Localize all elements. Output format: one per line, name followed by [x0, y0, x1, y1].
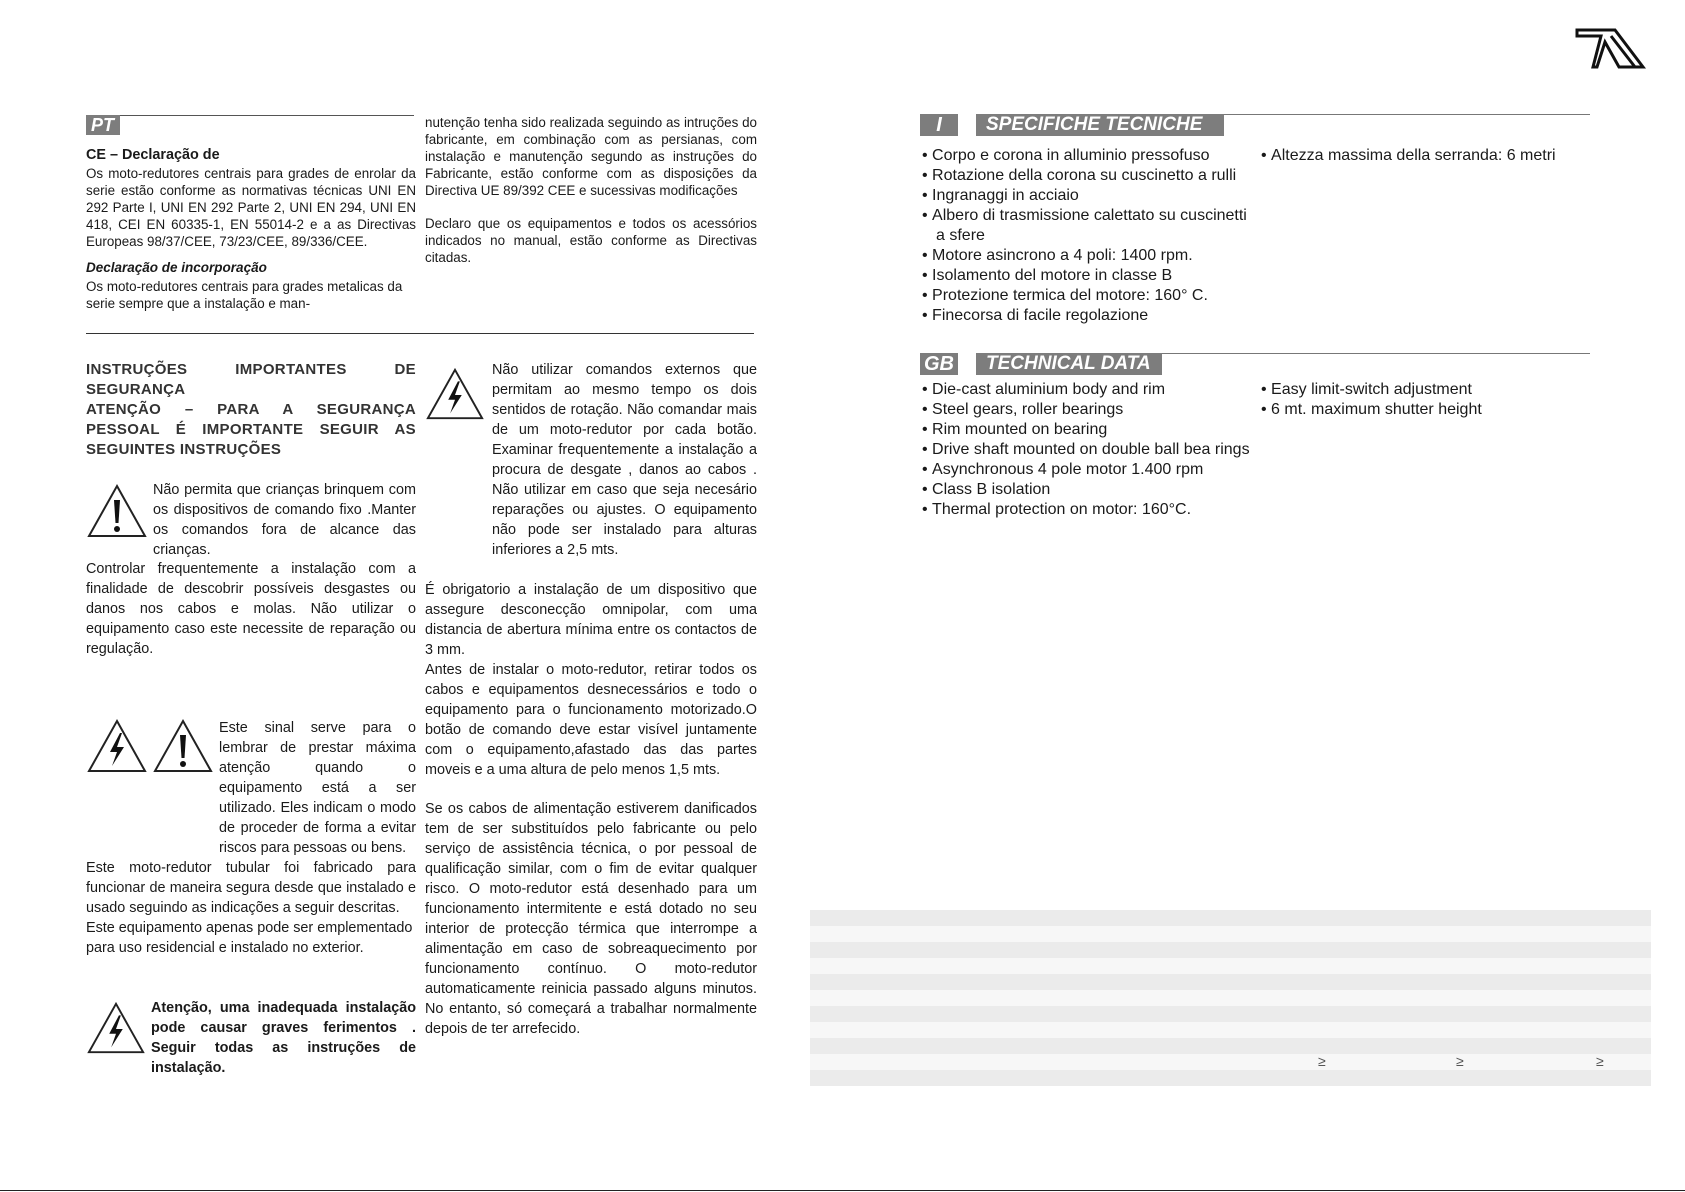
gb-header-rule [1162, 353, 1590, 354]
it-header-rule [1224, 114, 1590, 115]
table-geq-symbol: ≥ [1596, 1053, 1604, 1069]
attention-heading: ATENÇÃO – PARA A SEGURANÇA PESSOAL É IMPORTANTE SEGUIR AS SEGUINTES INSTRUÇÕES [86, 401, 416, 458]
warning-triangle-icon [86, 483, 148, 539]
page-bottom-rule [0, 1190, 1685, 1191]
list-item: • Albero di trasmissione calettato su cuscinetti a sfere [922, 206, 1252, 246]
ce-declaration-block [86, 145, 416, 312]
list-item: • Isolamento del motore in classe B [922, 266, 1252, 286]
list-item: • Motore asincrono a 4 poli: 1400 rpm. [922, 246, 1252, 266]
safety-headings [86, 360, 416, 460]
it-section-title: SPECIFICHE TECNICHE [976, 114, 1224, 136]
list-item: • Drive shaft mounted on double ball bea rings [922, 440, 1252, 460]
it-spec-list-2 [1261, 146, 1581, 166]
power-cable-paragraph: Se os cabos de alimentação estiverem danificados tem de ser substituídos pelo fabricante ou pelo serviço de assistência técnica, o por pessoal de qualificação similar, com o fim de evitar qualquer risco. O moto-redutor está desenhado para um funcionamento intermitente e está dotado no seu interior de protecção térmica que interrompe a alimentação em caso de sobreaquecimento por funcionamento contínuo. O moto-redutor automaticamente reinicia passado alguns minutos. No entanto, só começará a trabalhar normalmente depois de ter arrefecido. [425, 801, 757, 1037]
electric-hazard-icon [86, 718, 148, 774]
list-item: • Altezza massima della serranda: 6 metri [1261, 146, 1581, 166]
children-warning-text: Não permita que crianças brinquem com os dispositivos de comando fixo .Manter os comandos fora de alcance das crianças. [153, 482, 416, 558]
it-language-tag: I [920, 114, 958, 136]
electric-hazard-icon [86, 1000, 146, 1056]
incorporation-body: Os moto-redutores centrais para grades metalicas da serie sempre que a instalação e man- [86, 279, 403, 311]
pt-language-tag: PT [86, 115, 120, 135]
warning-triangle-icon [152, 718, 214, 774]
gb-section-title: TECHNICAL DATA [976, 353, 1162, 375]
before-install-paragraph: Antes de instalar o moto-redutor, retirar todos os cabos e equipamentos desnecessários e todo o equipamento para o funcionamento motorizado.O botão de comando deve estar visível juntamente com o equipamento,afastado das das partes moveis e a uma altura de pelo menos 1,5 mts. [425, 662, 757, 778]
list-item: • Steel gears, roller bearings [922, 400, 1252, 420]
list-item: • Protezione termica del motore: 160° C. [922, 286, 1252, 306]
spec-table-background [810, 910, 1651, 1088]
list-item: • Finecorsa di facile regolazione [922, 306, 1252, 326]
disconnect-paragraph: É obrigatorio a instalação de um dispositivo que assegure desconecção omnipolar, com uma distancia de abertura mínima entre os contactos de 3 mm. [425, 582, 757, 658]
list-item: • Rim mounted on bearing [922, 420, 1252, 440]
list-item: • Corpo e corona in alluminio pressofuso [922, 146, 1252, 166]
motor-paragraph: Este moto-redutor tubular foi fabricado para funcionar de maneira segura desde que instalado e usado seguindo as indicações a seguir descritas. [86, 860, 416, 916]
list-item: • Class B isolation [922, 480, 1252, 500]
external-commands-text: Não utilizar comandos externos que permitam ao mesmo tempo os dois sentidos de rotação. Não comandar mais de um moto-redutor por cada botão. Examinar frequentemente a instalação a procura de desgate , danos ao cabos . Não utilizar em caso que seja necesário reparações ou ajustes. O equipamento não pode ser instalado para alturas inferiores a 2,5 mts. [492, 362, 757, 558]
electric-hazard-icon [425, 366, 485, 422]
list-item: • Die-cast aluminium body and rim [922, 380, 1252, 400]
incorporation-continued: nutenção tenha sido realizada seguindo as intruções do fabricante, em combinação com as persianas, com instalação e manutenção segundo as instruções do Fabricante, estão conforme com as disposições da Directiva UE 89/392 CEE e sucessivas modificações [425, 115, 757, 198]
it-spec-list [922, 146, 1252, 326]
brand-logo [1575, 27, 1647, 71]
pt-header-rule [120, 115, 414, 116]
gb-spec-list-2 [1261, 380, 1581, 420]
control-paragraph: Controlar frequentemente a instalação com a finalidade de descobrir possíveis desgastes ou danos nos cabos e molas. Não utilizar o equipamento caso este necessite de reparação ou regulação. [86, 561, 416, 657]
declaration-paragraph: Declaro que os equipamentos e todos os acessórios indicados no manual, estão conforme as Directivas citadas. [425, 216, 757, 265]
section-divider [86, 333, 754, 334]
equipment-paragraph: Este equipamento apenas pode ser emplementado para uso residencial e instalado no exterior. [86, 920, 413, 956]
table-geq-symbol: ≥ [1318, 1053, 1326, 1069]
safety-heading: INSTRUÇÕES IMPORTANTES DE SEGURANÇA [86, 361, 416, 398]
incorporation-title: Declaração de incorporação [86, 260, 267, 275]
gb-language-tag: GB [920, 353, 958, 375]
list-item: • Rotazione della corona su cuscinetto a rulli [922, 166, 1252, 186]
ce-declaration-title: CE – Declaração de [86, 147, 220, 163]
list-item: • Asynchronous 4 pole motor 1.400 rpm [922, 460, 1252, 480]
table-geq-symbol: ≥ [1456, 1053, 1464, 1069]
pt-column2-top [425, 114, 757, 266]
list-item: • Easy limit-switch adjustment [1261, 380, 1581, 400]
list-item: • Thermal protection on motor: 160°C. [922, 500, 1252, 520]
installation-warning-text: Atenção, uma inadequada instalação pode causar graves ferimentos . Seguir todas as instruções de instalação. [151, 1000, 416, 1076]
ce-declaration-body: Os moto-redutores centrais para grades de enrolar da serie estão conforme as normativas técnicas UNI EN 292 Parte I, UNI EN 292 Parte 2, UNI EN 294, UNI EN 418, CEI EN 60335-1, EN 55014-2 e a as Directivas Europeas 98/37/CEE, 73/23/CEE, 89/336/CEE. [86, 166, 416, 249]
gb-spec-list [922, 380, 1252, 520]
sign-explanation-text: Este sinal serve para o lembrar de prestar máxima atenção quando o equipamento está a ser utilizado. Eles indicam o modo de proceder de forma a evitar riscos para pessoas ou bens. [219, 720, 416, 856]
list-item: • 6 mt. maximum shutter height [1261, 400, 1581, 420]
list-item: • Ingranaggi in acciaio [922, 186, 1252, 206]
